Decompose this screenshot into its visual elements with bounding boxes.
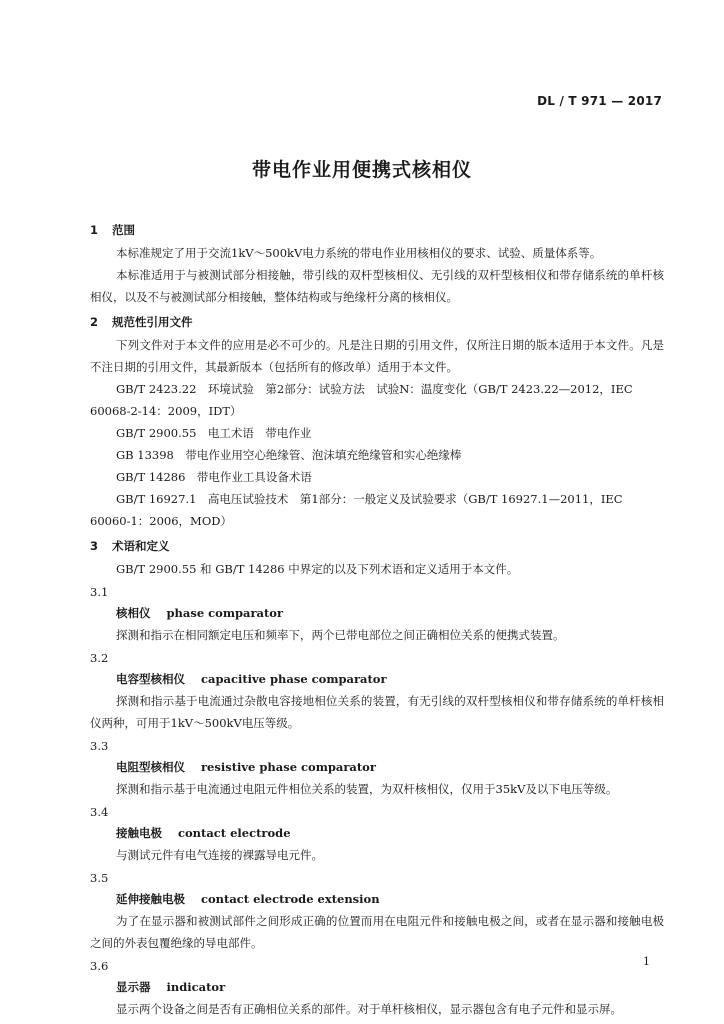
clause-number: 3.3 [90, 739, 109, 753]
term-entry [90, 888, 664, 910]
term-entry [90, 602, 664, 624]
term-chinese: 电阻型核相仪 [116, 760, 185, 774]
section-title: 术语和定义 [112, 539, 170, 553]
reference-item: GB/T 14286 带电作业工具设备术语 [116, 470, 312, 484]
clause-number: 3.6 [90, 959, 109, 973]
section-title: 范围 [112, 223, 135, 237]
term-entry [90, 756, 664, 778]
term-chinese: 电容型核相仪 [116, 672, 185, 686]
standard-code: DL / T 971 — 2017 [537, 94, 662, 108]
reference-item: GB/T 2900.55 电工术语 带电作业 [116, 426, 312, 440]
term-definition: 显示两个设备之间是否有正确相位关系的部件。对于单杆核相仪，显示器包含有电子元件和显示屏。 [116, 1002, 622, 1016]
term-chinese: 延伸接触电极 [116, 892, 185, 906]
section-number: 1 [90, 223, 99, 237]
term-definition: 与测试元件有电气连接的裸露导电元件。 [116, 848, 323, 862]
document-body [90, 216, 664, 1020]
page-number: 1 [643, 955, 650, 968]
section-heading-terms-definitions [90, 534, 664, 558]
reference-item: GB/T 16927.1 高电压试验技术 第1部分：一般定义及试验要求（GB/T 16927.1—2011，IEC [116, 492, 623, 506]
clause-number: 3.2 [90, 651, 109, 665]
paragraph: 本标准适用于与被测试部分相接触，带引线的双杆型核相仪、无引线的双杆型核相仪和带存储系统的单杆核相仪，以及不与被测试部分相接触，整体结构或与绝缘杆分离的核相仪。 [90, 268, 664, 304]
term-english: phase comparator [166, 606, 284, 620]
term-definition: 为了在显示器和被测试部件之间形成正确的位置而用在电阻元件和接触电极之间，或者在显示器和接触电极之间的外表包覆绝缘的导电部件。 [90, 914, 664, 950]
term-chinese: 接触电极 [116, 826, 162, 840]
term-entry [90, 976, 664, 998]
term-english: contact electrode [178, 826, 291, 840]
term-english: indicator [166, 980, 226, 994]
section-number: 2 [90, 315, 99, 329]
clause-number: 3.1 [90, 585, 109, 599]
term-entry [90, 822, 664, 844]
term-english: contact electrode extension [201, 892, 380, 906]
term-english: resistive phase comparator [201, 760, 376, 774]
term-chinese: 核相仪 [116, 606, 151, 620]
term-definition: 探测和指示基于电流通过杂散电容接地相位关系的装置，有无引线的双杆型核相仪和带存储系统的单杆核相仪两种，可用于1kV～500kV电压等级。 [90, 694, 664, 730]
section-title: 规范性引用文件 [112, 315, 193, 329]
term-definition: 探测和指示基于电流通过电阻元件相位关系的装置，为双杆核相仪，仅用于35kV及以下电压等级。 [116, 782, 618, 796]
paragraph: 本标准规定了用于交流1kV～500kV电力系统的带电作业用核相仪的要求、试验、质量体系等。 [116, 246, 602, 260]
term-chinese: 显示器 [116, 980, 151, 994]
reference-item: GB/T 2423.22 环境试验 第2部分：试验方法 试验N：温度变化（GB/T 2423.22—2012，IEC [116, 382, 633, 396]
document-title: 带电作业用便携式核相仪 [251, 159, 472, 181]
reference-item-continuation: 60068-2-14：2009，IDT） [90, 404, 242, 418]
reference-item: GB 13398 带电作业用空心绝缘管、泡沫填充绝缘管和实心绝缘棒 [116, 448, 462, 462]
section-number: 3 [90, 539, 99, 553]
term-entry [90, 668, 664, 690]
reference-item-continuation: 60060-1：2006，MOD） [90, 514, 232, 528]
clause-number: 3.5 [90, 871, 109, 885]
clause-number: 3.4 [90, 805, 109, 819]
term-english: capacitive phase comparator [201, 672, 387, 686]
paragraph: 下列文件对于本文件的应用是必不可少的。凡是注日期的引用文件，仅所注日期的版本适用于本文件。凡是不注日期的引用文件，其最新版本（包括所有的修改单）适用于本文件。 [90, 338, 664, 374]
section-heading-normative-references [90, 310, 664, 334]
section-heading-scope [90, 218, 664, 242]
term-definition: 探测和指示在相同额定电压和频率下，两个已带电部位之间正确相位关系的便携式装置。 [116, 628, 565, 642]
paragraph: GB/T 2900.55 和 GB/T 14286 中界定的以及下列术语和定义适用于本文件。 [116, 562, 519, 576]
